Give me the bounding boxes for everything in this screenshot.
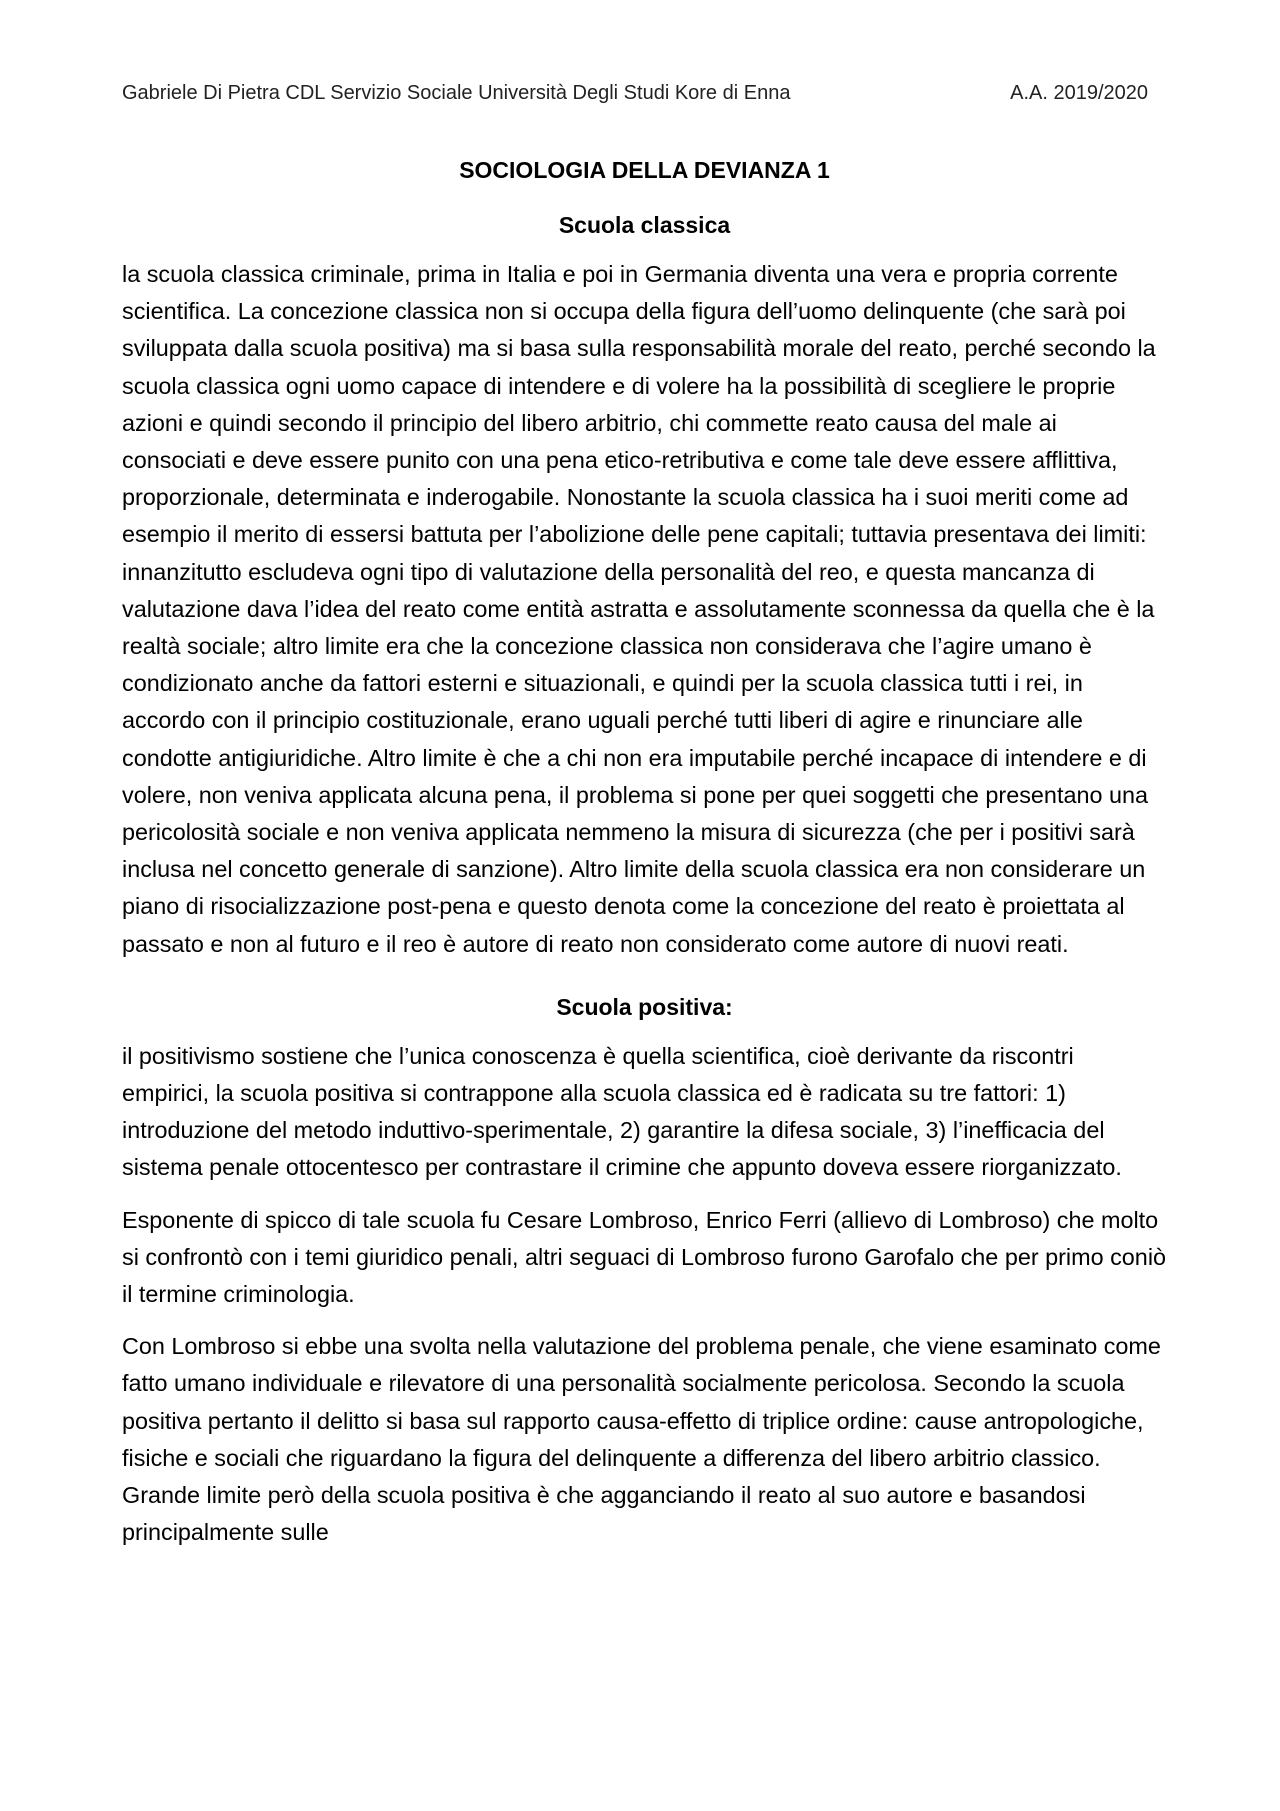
paragraph-lombroso-esponenti: Esponente di spicco di tale scuola fu Cesare Lombroso, Enrico Ferri (allievo di Lombroso) che molto si confrontò con i temi giuridico penali, altri seguaci di Lombroso furono Garofalo che per primo coniò il termine criminologia.: [122, 1206, 1167, 1308]
paragraph-positivismo: il positivismo sostiene che l’unica conoscenza è quella scientifica, cioè derivante da riscontri empirici, la scuola positiva si contrappone alla scuola classica ed è radicata su tre fattori: 1) introduzione del metodo induttivo-sperimentale, 2) garantire la difesa sociale, 3) l’inefficacia del sistema penale ottocentesco per contrastare il crimine che appunto doveva essere riorganizzato.: [122, 1042, 1122, 1181]
document-title: SOCIOLOGIA DELLA DEVIANZA 1: [459, 157, 830, 183]
document-body: [122, 152, 1167, 1567]
page-header: [122, 78, 1148, 108]
header-author-info: Gabriele Di Pietra CDL Servizio Sociale Università Degli Studi Kore di Enna: [122, 82, 791, 104]
section-heading-scuola-positiva: Scuola positiva:: [556, 993, 733, 1020]
section-heading-scuola-classica: Scuola classica: [558, 212, 731, 238]
header-academic-year: A.A. 2019/2020: [1010, 82, 1148, 104]
paragraph-lombroso-svolta: Con Lombroso si ebbe una svolta nella valutazione del problema penale, che viene esaminato come fatto umano individuale e rilevatore di una personalità socialmente pericolosa. Secondo la scuola positiva pertanto il delitto si basa sul rapporto causa-effetto di triplice ordine: cause antropologiche, fisiche e sociali che riguardano la figura del delinquente a differenza del libero arbitrio classico. Grande limite però della scuola positiva è che agganciando il reato al suo autore e basandosi principalmente sulle: [122, 1333, 1161, 1546]
paragraph-scuola-classica: la scuola classica criminale, prima in Italia e poi in Germania diventa una vera e propria corrente scientifica. La concezione classica non si occupa della figura dell’uomo delinquente (che sarà poi sviluppata dalla scuola positiva) ma si basa sulla responsabilità morale del reato, perché secondo la scuola classica ogni uomo capace di intendere e di volere ha la possibilità di scegliere le proprie azioni e quindi secondo il principio del libero arbitrio, chi commette reato causa del male ai consociati e deve essere punito con una pena etico-retributiva e come tale deve essere afflittiva, proporzionale, determinata e inderogabile. Nonostante la scuola classica ha i suoi meriti come ad esempio il merito di essersi battuta per l’abolizione delle pene capitali; tuttavia presentava dei limiti: innanzitutto escludeva ogni tipo di valutazione della personalità del reo, e questa mancanza di valutazione dava l’idea del reato come entità astratta e assolutamente sconnessa da quella che è la realtà sociale; altro limite era che la concezione classica non considerava che l’agire umano è condizionato anche da fattori esterni e situazionali, e quindi per la scuola classica tutti i rei, in accordo con il principio costituzionale, erano uguali perché tutti liberi di agire e rinunciare alle condotte antigiuridiche. Altro limite è che a chi non era imputabile perché incapace di intendere e di volere, non veniva applicata alcuna pena, il problema si pone per quei soggetti che presentano una pericolosità sociale e non veniva applicata nemmeno la misura di sicurezza (che per i positivi sarà inclusa nel concetto generale di sanzione). Altro limite della scuola classica era non considerare un piano di risocializzazione post-pena e questo denota come la concezione del reato è proiettata al passato e non al futuro e il reo è autore di reato non considerato come autore di nuovi reati.: [122, 261, 1156, 957]
